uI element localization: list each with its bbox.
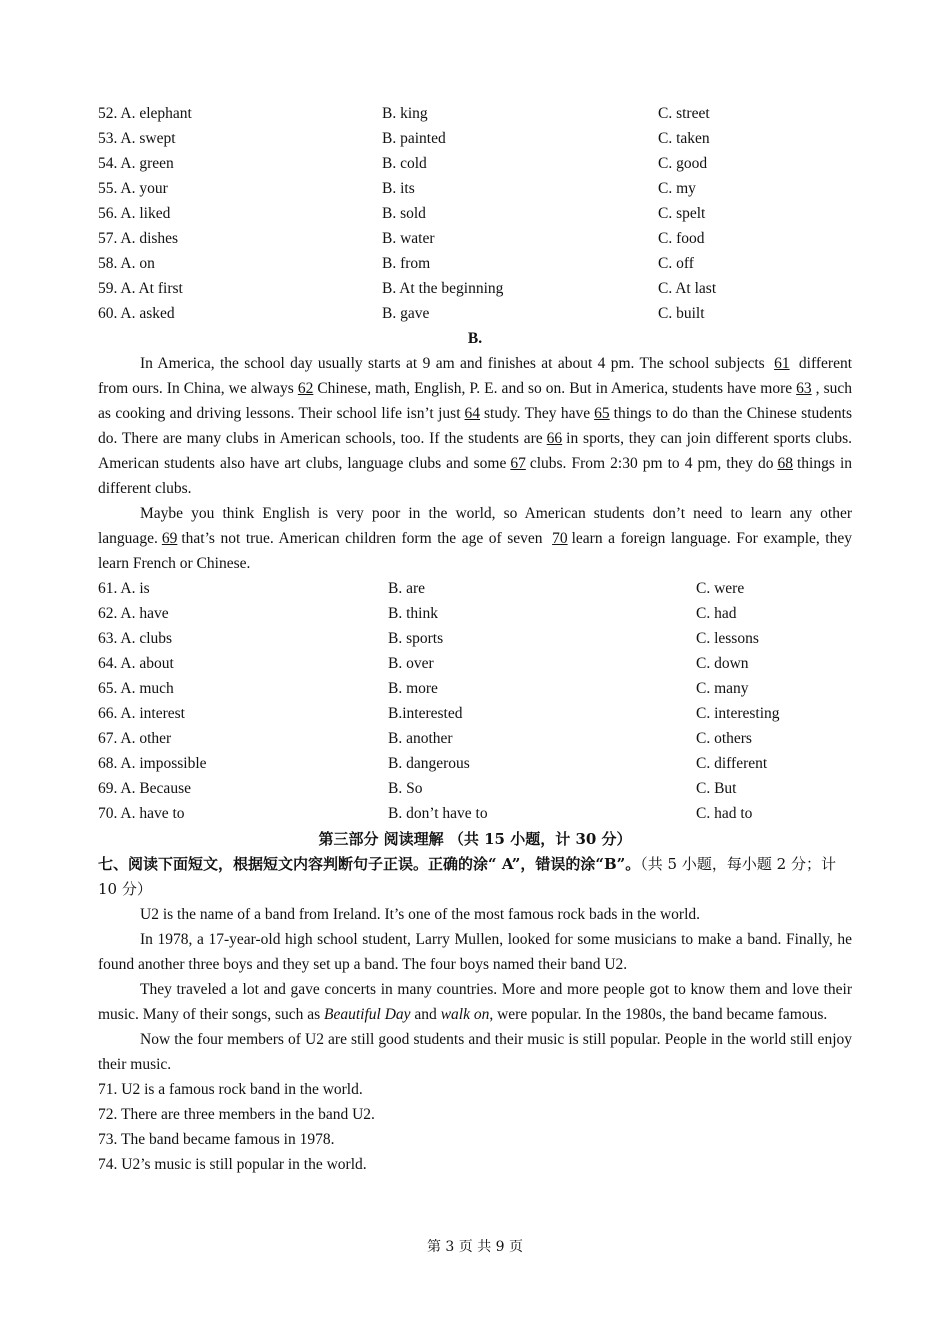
option-row: 52. A. elephant B. king C. street: [98, 105, 710, 122]
question-item: 71. U2 is a famous rock band in the world.: [98, 1081, 363, 1098]
exam-page: [98, 101, 852, 1177]
option-row: 62. A. have B. think C. had: [98, 605, 737, 622]
option-row: 54. A. green B. cold C. good: [98, 155, 708, 172]
option-row: 55. A. your B. its C. my: [98, 180, 696, 197]
passage-b-paragraph-2: Maybe you think English is very poor in the world, so American students don’t need to learn any other language. 69 that’s not true. American children form the age of seven 70 learn a foreign language. For example, they learn French or Chinese.: [98, 505, 852, 572]
u2-paragraph-2: In 1978, a 17-year-old high school student, Larry Mullen, looked for some musicians to make a band. Finally, he found another three boys and they set up a band. The four boys named their band U2.: [98, 931, 852, 973]
part-three-title: 第三部分 阅读理解 （共 15 小题，计 30 分）: [318, 830, 632, 848]
question-item: 74. U2’s music is still popular in the world.: [98, 1156, 367, 1173]
blank-62: 62: [297, 380, 314, 397]
option-row: 65. A. much B. more C. many: [98, 680, 749, 697]
blank-69: 69: [161, 530, 178, 547]
option-row: 70. A. have to B. don’t have to C. had to: [98, 805, 753, 822]
option-row: 53. A. swept B. painted C. taken: [98, 130, 710, 147]
song-title: walk on: [440, 1006, 490, 1023]
option-row: 67. A. other B. another C. others: [98, 730, 752, 747]
blank-66: 66: [546, 430, 563, 447]
option-row: 60. A. asked B. gave C. built: [98, 305, 705, 322]
option-row: 68. A. impossible B. dangerous C. different: [98, 755, 768, 772]
question-item: 72. There are three members in the band U2.: [98, 1106, 375, 1123]
option-row: 63. A. clubs B. sports C. lessons: [98, 630, 759, 647]
option-row: 57. A. dishes B. water C. food: [98, 230, 705, 247]
option-row: 64. A. about B. over C. down: [98, 655, 749, 672]
question-item: 73. The band became famous in 1978.: [98, 1131, 335, 1148]
option-row: 59. A. At first B. At the beginning C. At last: [98, 280, 717, 297]
blank-61: 61: [774, 355, 790, 372]
options-block-a: [98, 101, 852, 326]
passage-b-paragraph-1: In America, the school day usually starts at 9 am and finishes at about 4 pm. The school subjects 61 different from ours. In China, we always 62 Chinese, math, English, P. E. and so on. But in America, students have more 63 , such as cooking and driving lessons. Their school life isn’t just 64 study. They have 65 things to do than the Chinese students do. There are many clubs in American schools, too. If the students are 66 in sports, they can join different sports clubs. American students also have art clubs, language clubs and some 67 clubs. From 2:30 pm to 4 pm, they do 68 things in different clubs.: [98, 355, 853, 497]
blank-67: 67: [510, 455, 526, 472]
u2-paragraph-1: U2 is the name of a band from Ireland. It’s one of the most famous rock bads in the world.: [140, 906, 701, 923]
u2-paragraph-4: Now the four members of U2 are still good students and their music is still popular. People in the world still enjoy their music.: [98, 1031, 852, 1073]
section-seven-instruction: 七、阅读下面短文，根据短文内容判断句子正误。正确的涂“ A”，错误的涂“B”。（共 5 小题，每小题 2 分；计 10 分）: [98, 855, 836, 898]
option-row: 69. A. Because B. So C. But: [98, 780, 737, 797]
question-list: [98, 1077, 852, 1177]
blank-64: 64: [464, 405, 481, 422]
option-row: 56. A. liked B. sold C. spelt: [98, 205, 706, 222]
blank-68: 68: [777, 455, 793, 472]
page-footer: 第 3 页 共 9 页: [426, 1239, 524, 1255]
section-b-heading: B.: [467, 330, 483, 347]
u2-paragraph-3: They traveled a lot and gave concerts in many countries. More and more people got to know them and love their music. Many of their songs, such as Beautiful Day and walk on, were popular. In the 1980s, the band became famous.: [98, 981, 852, 1023]
option-row: 61. A. is B. are C. were: [98, 580, 745, 597]
options-block-b: [98, 576, 852, 826]
option-row: 66. A. interest B.interested C. interesting: [98, 705, 780, 722]
blank-65: 65: [594, 405, 610, 422]
blank-63: 63: [796, 380, 812, 397]
option-row: 58. A. on B. from C. off: [98, 255, 694, 272]
blank-70: 70: [552, 530, 568, 547]
song-title: Beautiful Day: [324, 1006, 411, 1023]
